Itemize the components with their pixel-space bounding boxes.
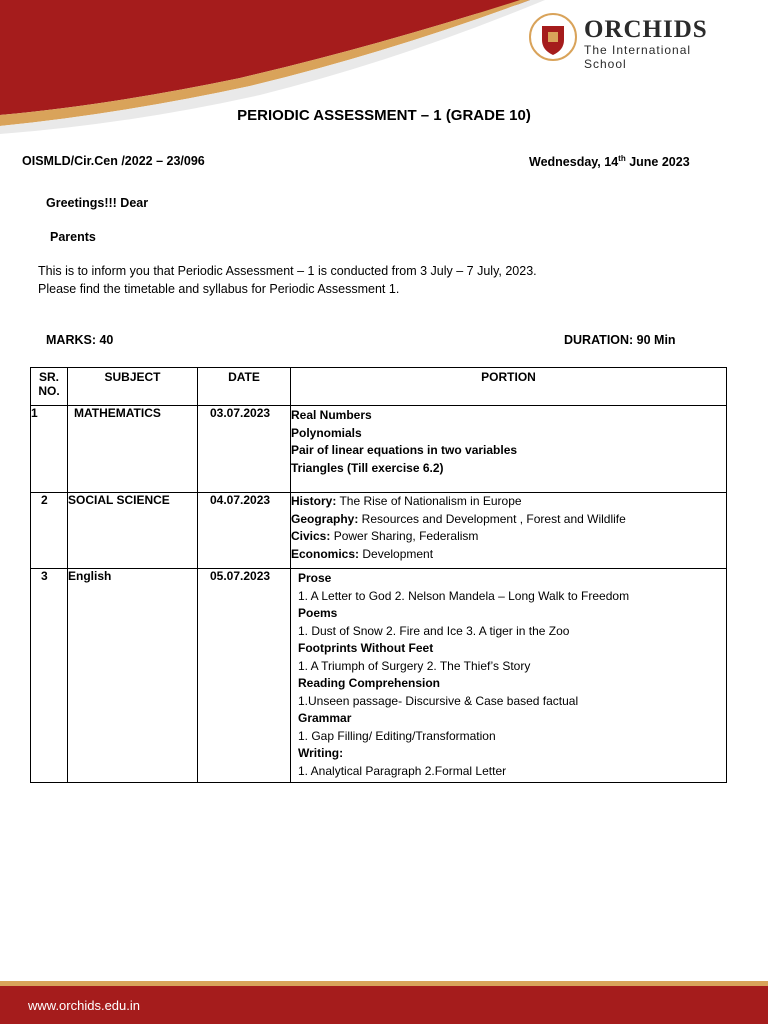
page-title: PERIODIC ASSESSMENT – 1 (GRADE 10) — [237, 107, 531, 124]
portion-line: 1. Analytical Paragraph 2.Formal Letter — [298, 763, 507, 778]
header-subject: SUBJECT — [68, 368, 198, 406]
portion-line: Reading Comprehension — [298, 676, 441, 690]
date-day: Wednesday, 14 — [529, 155, 619, 170]
school-logo — [528, 12, 738, 71]
row-date: 05.07.2023 — [198, 569, 291, 783]
portion-line: 1. Gap Filling/ Editing/Transformation — [298, 728, 496, 743]
greeting: Greetings!!! Dear — [46, 196, 149, 210]
portion-line: 1. A Letter to God 2. Nelson Mandela – Long Walk to Freedom — [298, 588, 630, 603]
row-subject: SOCIAL SCIENCE — [68, 493, 198, 569]
school-name: ORCHIDS — [584, 16, 708, 43]
row-portion — [291, 406, 727, 493]
footer-website: www.orchids.edu.in — [28, 998, 140, 1013]
portion-line: Poems — [298, 606, 338, 620]
circular-date — [529, 154, 690, 169]
portion-line: Geography: Resources and Development , Forest and Wildlife — [291, 511, 626, 526]
table-row — [31, 406, 727, 493]
salutation-parents: Parents — [50, 230, 96, 244]
body-line-1: This is to inform you that Periodic Assessment – 1 is conducted from 3 July – 7 July, 2023. — [38, 264, 537, 278]
portion-line: Real Numbers — [291, 408, 372, 422]
row-subject: MATHEMATICS — [68, 406, 198, 493]
portion-line: History: The Rise of Nationalism in Europe — [291, 494, 522, 508]
portion-line: Pair of linear equations in two variables — [291, 443, 518, 457]
table-row — [31, 569, 727, 783]
school-subtitle: The International School — [584, 43, 692, 71]
row-sr: 3 — [31, 569, 68, 783]
row-date: 03.07.2023 — [198, 406, 291, 493]
table-header-row — [31, 368, 727, 406]
row-date: 04.07.2023 — [198, 493, 291, 569]
marks-label: MARKS: 40 — [46, 333, 114, 347]
portion-line: Grammar — [298, 711, 352, 725]
portion-line: Triangles (Till exercise 6.2) — [291, 460, 444, 475]
row-sr: 1 — [31, 406, 68, 493]
timetable — [30, 367, 727, 783]
portion-line: Economics: Development — [291, 546, 434, 561]
row-subject: English — [68, 569, 198, 783]
crest-icon — [528, 12, 578, 62]
circular-reference: OISMLD/Cir.Cen /2022 – 23/096 — [22, 154, 205, 168]
portion-line: Prose — [298, 571, 332, 585]
portion-line: 1.Unseen passage- Discursive & Case based factual — [298, 693, 579, 708]
date-month-year: June 2023 — [625, 155, 690, 170]
row-sr: 2 — [31, 493, 68, 569]
header-portion: PORTION — [291, 368, 727, 406]
header-date: DATE — [198, 368, 291, 406]
row-portion — [291, 569, 727, 783]
portion-line: 1. A Triumph of Surgery 2. The Thief’s Story — [298, 658, 531, 673]
header-sr-no: SR. NO. — [31, 368, 68, 406]
portion-line: Civics: Power Sharing, Federalism — [291, 529, 479, 543]
body-line-2: Please find the timetable and syllabus for Periodic Assessment 1. — [38, 282, 400, 296]
portion-line: Footprints Without Feet — [298, 641, 434, 655]
date-superscript: th — [618, 154, 626, 163]
portion-line: 1. Dust of Snow 2. Fire and Ice 3. A tiger in the Zoo — [298, 623, 570, 638]
portion-line: Polynomials — [291, 425, 362, 440]
row-portion — [291, 493, 727, 569]
table-row — [31, 493, 727, 569]
portion-line: Writing: — [298, 746, 344, 760]
duration-label: DURATION: 90 Min — [564, 333, 676, 347]
